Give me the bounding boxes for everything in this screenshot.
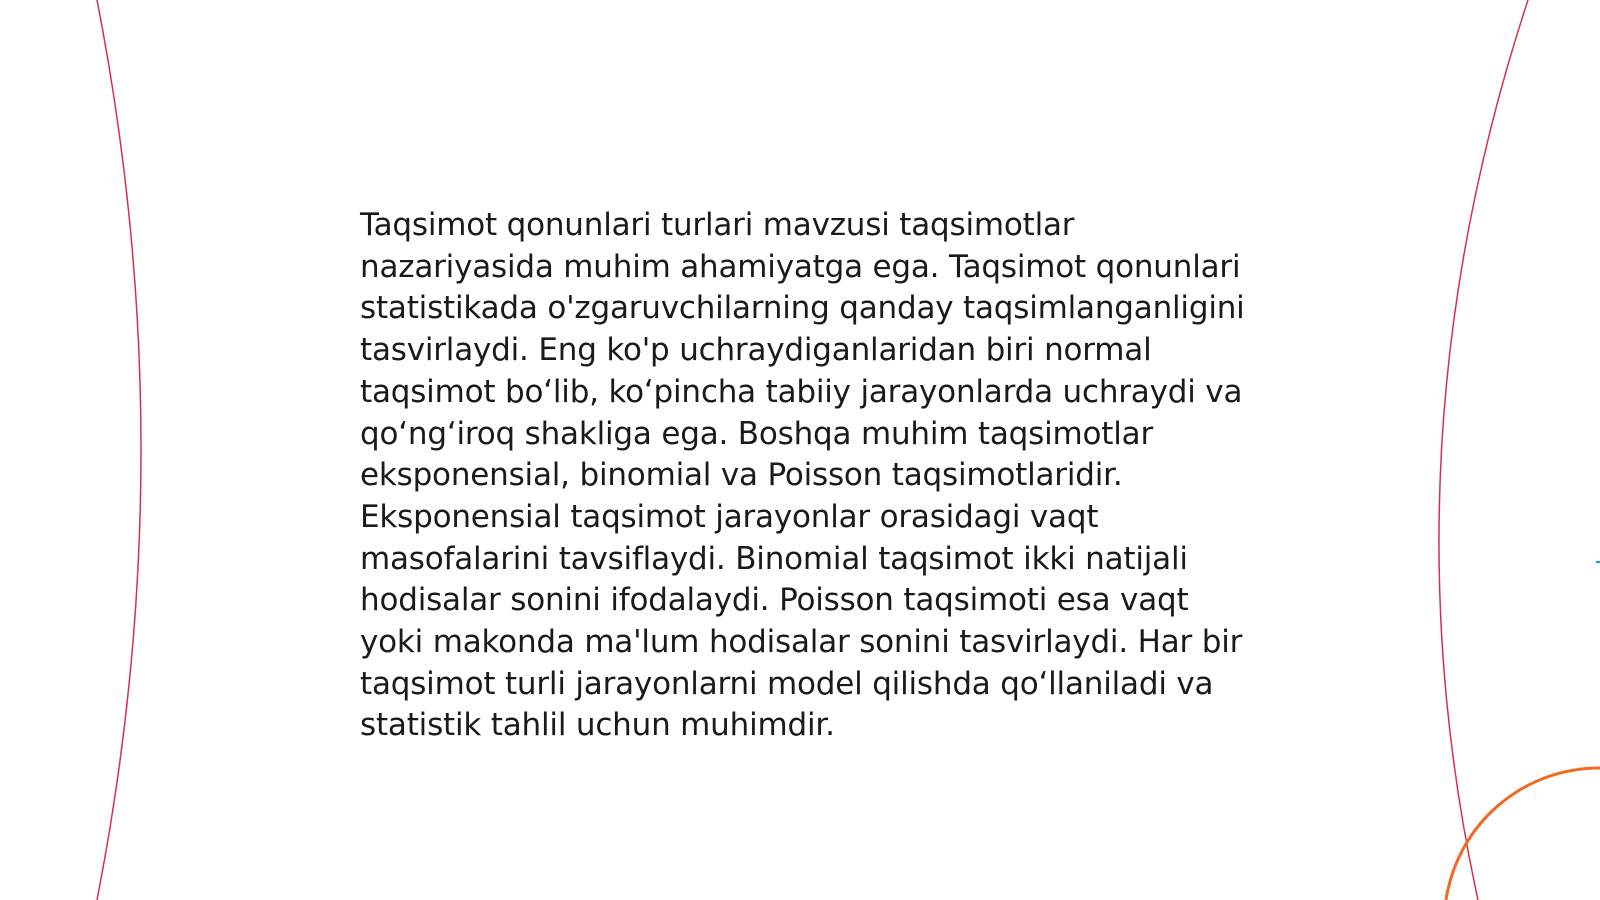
left-curve-line xyxy=(97,0,141,900)
orange-arc xyxy=(1446,768,1600,900)
right-curve-line xyxy=(1439,0,1528,900)
body-paragraph: Taqsimot qonunlari turlari mavzusi taqsimotlar nazariyasida muhim ahamiyatga ega. Taqsimot qonunlari statistikada o'zgaruvchilarning qanday taqsimlanganligini tasvirlaydi. Eng ko'p uchraydiganlaridan biri normal taqsimot bo‘lib, ko‘pincha tabiiy jarayonlarda uchraydi va qo‘ng‘iroq shakliga ega. Boshqa muhim taqsimotlar eksponensial, binomial va Poisson taqsimotlaridir. Eksponensial taqsimot jarayonlar orasidagi vaqt masofalarini tavsiflaydi. Binomial taqsimot ikki natijali hodisalar sonini ifodalaydi. Poisson taqsimoti esa vaqt yoki makonda ma'lum hodisalar sonini tasvirlaydi. Har bir taqsimot turli jarayonlarni model qilishda qo‘llaniladi va statistik tahlil uchun muhimdir. xyxy=(360,207,1245,744)
